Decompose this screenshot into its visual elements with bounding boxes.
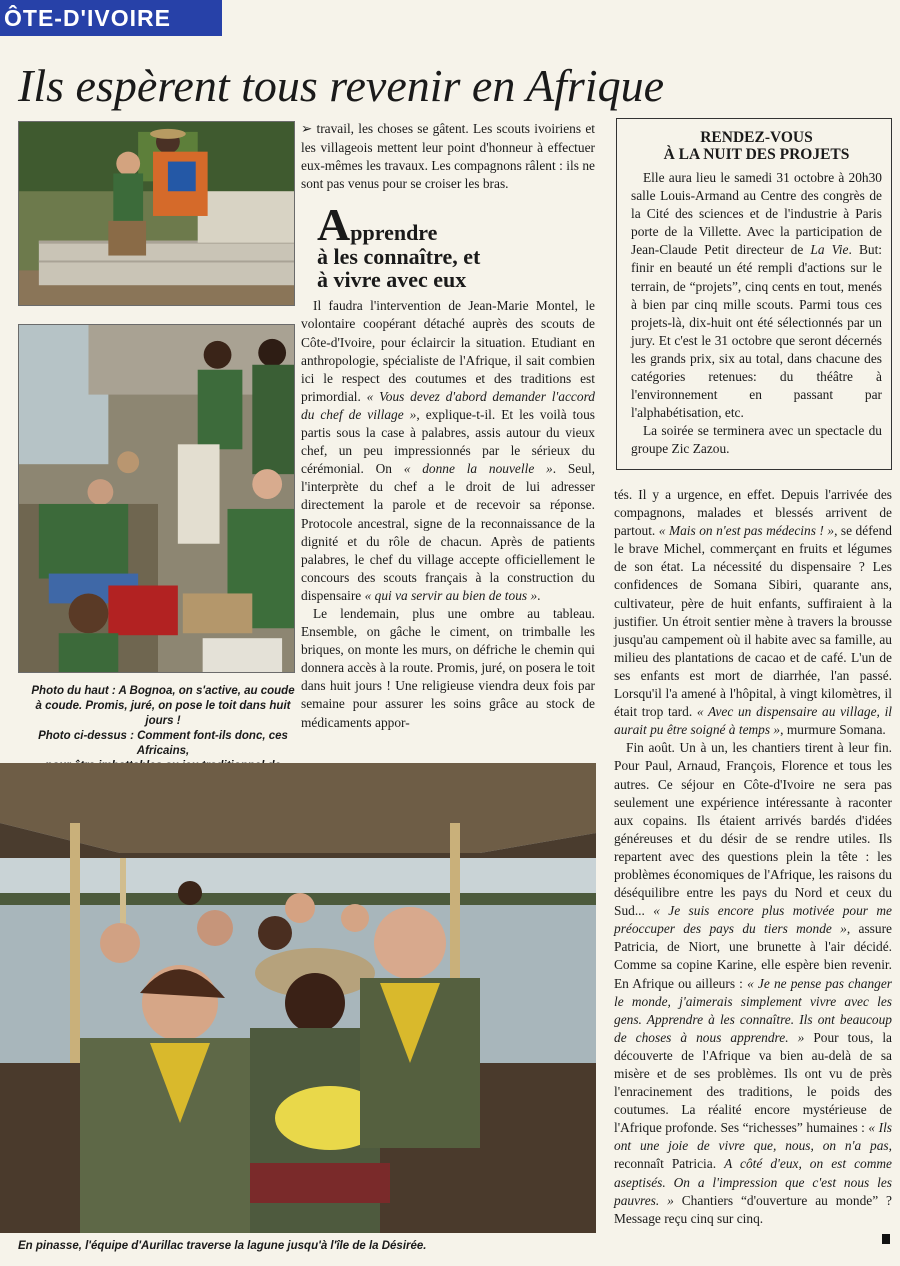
quote: « qui va servir au bien de tous » [364,587,538,603]
article-column-right [614,486,892,1228]
subheading-line: à vivre avec eux [317,267,467,293]
box-title-line: À LA NUIT DES PROJETS [663,146,850,163]
text: Elle aura lieu le samedi 31 octobre à 20h30 salle Louis-Armand au Centre des congrès de la Cité des sciences et de l'industrie à Paris porte de la Villette. Avec la participation de Jean-Claude Petit directeur de [631,170,882,258]
box-paragraph: La soirée se terminera avec un spectacle du groupe Zic Zazou. [631,423,882,457]
quote: « Je ne pense pas changer le monde, j'aimerais simplement vivre avec les gens. Apprendre à les connaître. Ils ont beaucoup de choses à nous apprendre. » [614,975,892,1045]
quote: « Ils ont une joie de vivre que, nous, on n'a pas [614,1120,893,1154]
photo-awale-game [18,324,295,673]
photo-boat-lagoon [0,763,596,1233]
text: , murmure Somana. [780,722,886,738]
subheading-text: pprendre [350,220,438,246]
subheading-initial: A [317,199,351,251]
intro-paragraph [301,120,595,193]
quote: « donne la nouvelle » [403,461,553,477]
text: , assure Patricia, de Niort, une brunette à l'air décidé. Comme sa copine Karine, elle espère bien revenir. En Afrique ou ailleurs : [614,921,892,991]
text: Chantiers “d'ouverture au monde” ? Message reçu cinq sur cinq. [614,1192,892,1226]
subheading-line [317,199,595,251]
magazine-name: La Vie [810,242,849,258]
caption-line: Photo ci-dessus : Comment font-ils donc, ces Africains, [38,730,288,757]
paragraph [614,739,892,1228]
box-title-line: RENDEZ-VOUS [700,129,813,146]
sidebar-box [616,118,892,470]
text: . But: finir en beauté un été rempli d'actions sur le terrain, de “projets”, cinq cents en tout, menés à bien par cinq mille scouts. Parmi tous ces projets-là, dix-huit ont été sélectionnés par un jury. Et c'est le 31 octobre que seront décernés les grands prix, six au total, dans chacune des catégories retenues: du théâtre à l'environnement en passant par l'alphabétisation, etc. [631,242,883,421]
quote: « Mais on n'est pas médecins ! » [658,523,835,539]
text: Il faudra l'intervention de Jean-Marie Montel, le volontaire coopérant détaché auprès des scouts de Côte-d'Ivoire, pour éclaircir la situation. Etudiant en anthropologie, spécialiste de l'Afrique, il sait combien ici le respect des coutumes et des traditions est primordial. [301,298,595,404]
text: Pour tous, la découverte de l'Afrique va bien au-delà de sa misère et de ses problèmes. Ils ont vu de près l'enracinement des traditions, le poids des coutumes. La réalité encore mystérieuse de l'Afrique profonde. Ses “richesses” humaines : [614,1029,892,1136]
end-of-article-mark [882,1234,890,1244]
caption-line: à coude. Promis, juré, on pose le toit dans huit jours ! [35,700,291,727]
quote: A côté d'eux, on est comme aseptisés. On a l'impression que c'est nous les pauvres. » [614,1156,893,1208]
intro-text: travail, les choses se gâtent. Les scouts ivoiriens et les villageois mettent leur point d'honneur à effectuer eux-mêmes les travaux. Les compagnons râlent : ils ne sont pas venus pour se croiser les bras. [301,121,595,192]
paragraph [301,297,595,605]
article-column-middle [301,120,595,732]
headline: Ils espèrent tous revenir en Afrique [18,60,664,111]
box-title [631,129,882,163]
photo-construction [18,121,295,306]
paragraph [614,486,892,739]
text: . Seul, l'interprète du chef a le droit de lui adresser directement la parole et de recevoir sa réponse. Protocole ancestral, signe de la reconnaissance de la dignité et du rôle de chacun. Après de patients palabres, le chef du village accepte officiellement le concours des scouts français à la construction du dispensaire [301,461,596,603]
caption-line: Photo du haut : A Bognoa, on s'active, au coude [31,685,295,697]
quote: « Avec un dispensaire au village, il aurait pu être soigné à temps » [614,704,893,738]
text: , se défend le brave Michel, commerçant en fruits et légumes de son état. La nécessité du dispensaire ? Les confidences de Somana Sibiri, quarante ans, cultivateur, père de huit enfants, suffiraient à la justifier. Un étroit sentier mène à travers la brousse jusqu'au campement où il habite avec sa famille, au milieu des plantations de cacao et de café. L'un de ses enfants est mort de diarrhée, l'an passé. Lorsqu'il l'a amené à l'hôpital, à vingt kilomètres, il était trop tard. [614,523,892,720]
quote: « Vous devez d'abord demander l'accord du chef de village » [301,388,595,422]
photo-caption-boat: En pinasse, l'équipe d'Aurillac traverse la lagune jusqu'à l'île de la Désirée. [18,1240,427,1252]
subheading [317,199,595,293]
box-paragraph [631,169,882,422]
text: , explique-t-il. Et les voilà tous partis sous la case à palabres, assis autour du vieux chef, un peu impressionnés par le sérieux du cérémonial. On [301,406,596,477]
quote: « Je suis encore plus motivée pour me préoccuper des pays du tiers monde » [614,903,892,937]
text: , reconnaît Patricia. [614,1138,892,1172]
continuation-arrow-icon: ➢ [301,122,313,137]
text: Fin août. Un à un, les chantiers tirent à leur fin. Pour Paul, Arnaud, François, Florence et tous les autres. Ce séjour en Côte-d'Ivoire ne sera pas seulement une expérience intéressante à raconter aux copains. Ils étaient arrivés bardés d'idées généreuses et du désir de se rendre utiles. Ils repartent avec des questions plein la tête : les problèmes économiques de l'Afrique, les raisons du déséquilibre entre les pays du Nord et ceux du Sud... [614,740,892,919]
text: . [537,587,541,603]
subheading-line: à les connaître, et [317,244,481,270]
paragraph: Le lendemain, plus une ombre au tableau. Ensemble, on gâche le ciment, on trimballe les briques, on monte les murs, on défriche le chemin qui donnera accès à la route. Promis, juré, on posera le toit dans huit jours ! Une religieuse viendra deux fois par semaine pour assurer les soins grâce au stock de médicaments appor- [301,605,595,730]
text: tés. Il y a urgence, en effet. Depuis l'arrivée des compagnons, malades et blessés arrivent de partout. [614,487,892,539]
section-kicker: ÔTE-D'IVOIRE [0,0,222,36]
